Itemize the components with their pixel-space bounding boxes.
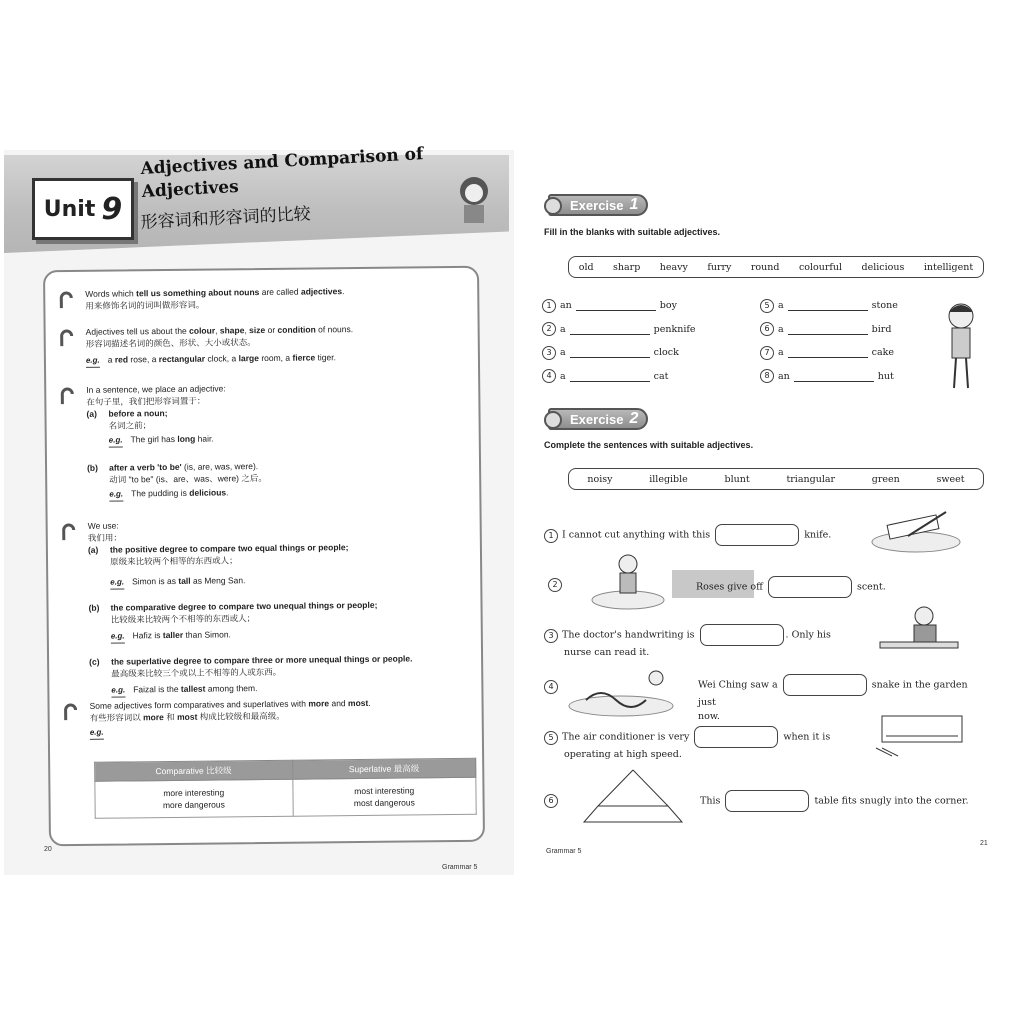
item-number: 3 — [542, 346, 556, 360]
sentence-1: 1 I cannot cut anything with this knife. — [544, 524, 831, 546]
note-1: Words which tell us something about nouns are called adjectives. 用来修饰名词的词叫做形容词。 — [85, 286, 345, 311]
footer-left: Grammar 5 — [442, 864, 478, 871]
answer-box-3[interactable] — [700, 624, 784, 646]
note-5: Some adjectives form comparatives and superlatives with more and most. 有些形容词以 more 和 most 构成比较级和最高级。 e.g. — [89, 697, 371, 740]
page-number-left: 20 — [44, 846, 52, 853]
ex2-word: triangular — [786, 473, 836, 485]
item-noun: cat — [653, 370, 669, 382]
item-noun: penknife — [653, 323, 696, 335]
footer-right: Grammar 5 — [546, 848, 582, 855]
knife-illustration — [868, 506, 964, 554]
candy-cane-icon — [62, 702, 78, 722]
swirl-icon — [544, 411, 562, 429]
item-noun: bird — [871, 323, 892, 335]
comparison-table — [94, 758, 477, 819]
candy-cane-icon — [57, 290, 73, 310]
answer-blank[interactable] — [570, 371, 650, 382]
sentence-5: 5 The air conditioner is very when it is operating at high speed. — [544, 726, 854, 762]
answer-box-5[interactable] — [694, 726, 778, 748]
item-number: 8 — [760, 369, 774, 383]
ex1-word: intelligent — [923, 261, 974, 273]
item-article: a — [778, 323, 784, 335]
notes-card — [43, 266, 485, 847]
exercise-1-word-box — [568, 256, 984, 278]
item-number: 4 — [542, 369, 556, 383]
unit-title-chinese: 形容词和形容词的比较 — [140, 204, 312, 233]
exercise-1-item — [760, 365, 960, 389]
answer-blank[interactable] — [788, 300, 868, 311]
exercise-2-instruction: Complete the sentences with suitable adjectives. — [544, 440, 754, 450]
exercise-1-item — [760, 294, 960, 318]
answer-blank[interactable] — [794, 371, 874, 382]
page-number-right: 21 — [980, 840, 988, 847]
ex2-word: blunt — [724, 473, 750, 485]
ex2-word: sweet — [936, 473, 965, 485]
exercise-2-badge: Exercise 2 — [548, 408, 648, 430]
item-noun: boy — [659, 300, 677, 312]
swirl-icon — [544, 197, 562, 215]
item-article: a — [778, 300, 784, 312]
boy-illustration — [938, 298, 984, 394]
ex1-word: heavy — [659, 261, 688, 273]
item-number: 1 — [542, 299, 556, 313]
table-cell-superlative: most interesting most dangerous — [292, 777, 476, 816]
sentence-2: 2 Roses give off scent. — [696, 576, 886, 598]
air-conditioner-illustration — [872, 708, 968, 760]
ex1-word: old — [578, 261, 594, 273]
garden-snake-illustration — [566, 666, 676, 718]
ex1-word: sharp — [613, 261, 641, 273]
note-4: We use: 我们用： (a) the positive degree to compare two equal things or people; 原级来比较两个相等的东西或人； e.g. Simon is as tall as Meng San. (b) the comparative degree to compare two unequal things or people; 比较级来比较两个不相等的东西或人； e.g. Hafiz is taller than Simon. (c) the superlative degree to compare three or more unequal things or people. 最高级来比较三个或以上不相等的人或东西。 e.g. Faizal is the tallest among them. — [88, 516, 475, 698]
exercise-1-instruction: Fill in the blanks with suitable adjectives. — [544, 227, 721, 237]
item-article: a — [560, 370, 566, 382]
item-article: an — [778, 370, 790, 382]
exercise-1-item — [542, 365, 742, 389]
ex2-word: illegible — [649, 473, 688, 485]
answer-box-6[interactable] — [725, 790, 809, 812]
item-number: 6 — [760, 322, 774, 336]
item-article: an — [560, 300, 572, 312]
exercise-1-item — [542, 341, 742, 365]
unit-number: 9 — [101, 191, 123, 227]
right-page — [520, 150, 1020, 875]
answer-blank[interactable] — [788, 347, 868, 358]
answer-box-1[interactable] — [715, 524, 799, 546]
answer-blank[interactable] — [576, 300, 656, 311]
ex2-word: noisy — [587, 473, 613, 485]
unit-label-box — [32, 178, 134, 240]
exercise-1-item — [760, 341, 960, 365]
answer-blank[interactable] — [570, 324, 650, 335]
left-page — [4, 144, 514, 875]
answer-box-2[interactable] — [768, 576, 852, 598]
ex1-word: furry — [707, 261, 732, 273]
exercise-1-column-left — [542, 294, 742, 388]
candy-cane-icon — [58, 328, 74, 348]
item-noun: cake — [871, 347, 895, 359]
table-header-superlative: Superlative 最高级 — [292, 758, 476, 779]
note-2: Adjectives tell us about the colour, shape, size or condition of nouns. 形容词描述名词的颜色、形状、大小或状态。 e.g. a red rose, a rectangular clock, a large room, a fierce tiger. — [86, 323, 354, 368]
unit-title-line1: Adjectives and Comparison of — [140, 144, 424, 179]
item-number: 7 — [760, 346, 774, 360]
girl-on-cloud-illustration — [588, 548, 668, 610]
sentence-6-number: 6 — [544, 794, 562, 808]
sentence-4: Wei Ching saw a snake in the garden just now. — [698, 674, 988, 724]
item-article: a — [560, 347, 566, 359]
unit-label: Unit — [43, 196, 96, 222]
sentence-3: 3 The doctor's handwriting is . Only his nurse can read it. — [544, 624, 874, 660]
note-3: In a sentence, we place an adjective: 在句子里，我们把形容词置于： (a) before a noun; 名词之前； e.g. The girl has long hair. (b) after a verb 'to be' (is, are, was, were). 动词 "to be" (is、are、was、were) 之后。 e.g. The pudding is delicious. — [86, 382, 267, 502]
exercise-1-item — [542, 294, 742, 318]
girl-illustration — [444, 165, 504, 225]
item-article: a — [560, 323, 566, 335]
item-article: a — [778, 347, 784, 359]
table-illustration — [578, 766, 688, 830]
exercise-2-word-box — [568, 468, 984, 490]
item-noun: stone — [871, 300, 898, 312]
eg-label: e.g. — [86, 355, 100, 368]
item-noun: hut — [877, 370, 894, 382]
exercise-1-item — [542, 318, 742, 342]
ex2-word: green — [871, 473, 900, 485]
exercise-1-item — [760, 318, 960, 342]
exercise-1-badge: Exercise 1 — [548, 194, 648, 216]
exercise-1-column-right — [760, 294, 960, 388]
doctor-illustration — [872, 602, 962, 662]
answer-blank[interactable] — [788, 324, 868, 335]
ex1-word: colourful — [798, 261, 843, 273]
item-noun: clock — [653, 347, 679, 359]
candy-cane-icon — [58, 386, 74, 406]
ex1-word: delicious — [861, 261, 905, 273]
item-number: 5 — [760, 299, 774, 313]
unit-title-line2: Adjectives — [141, 176, 240, 202]
answer-box-4[interactable] — [783, 674, 867, 696]
answer-blank[interactable] — [570, 347, 650, 358]
item-number: 2 — [542, 322, 556, 336]
candy-cane-icon — [60, 522, 76, 542]
sentence-4-number: 4 — [544, 680, 562, 694]
table-header-comparative: Comparative 比较级 — [95, 760, 293, 781]
sentence-6: This table fits snugly into the corner. — [700, 790, 968, 812]
table-cell-comparative: more interesting more dangerous — [95, 779, 293, 818]
ex1-word: round — [750, 261, 780, 273]
